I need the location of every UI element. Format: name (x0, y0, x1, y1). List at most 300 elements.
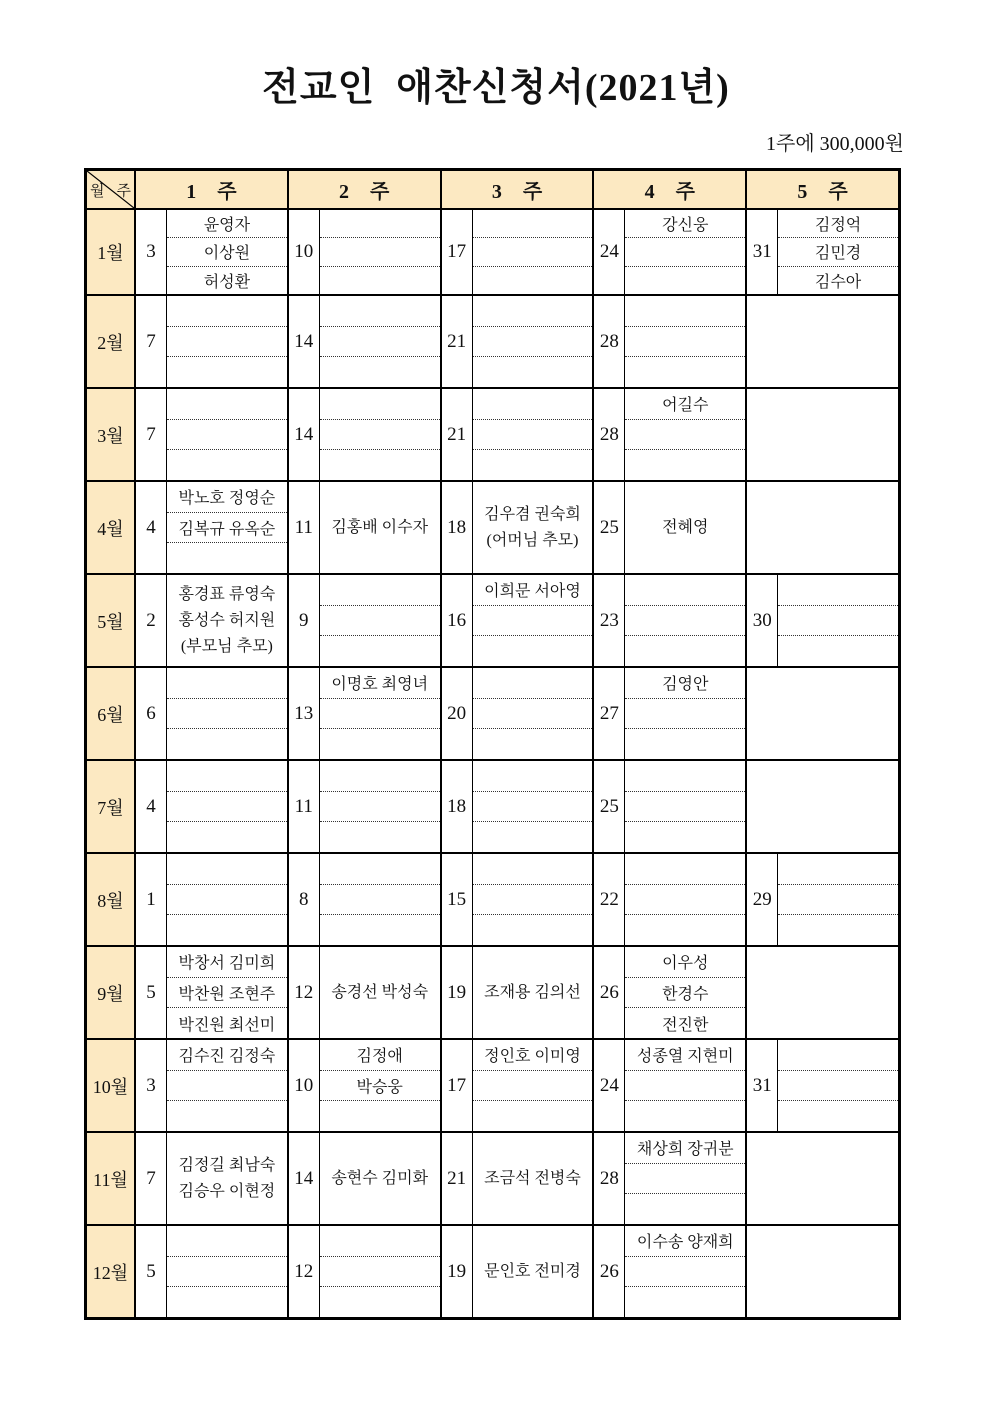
week-cell (287, 854, 440, 945)
name-slot (167, 449, 287, 480)
name-slot: 성종열 지현미 (636, 1048, 734, 1066)
names-area (778, 854, 898, 945)
name-slot (473, 728, 593, 759)
name-slot: 이상원 (167, 237, 287, 265)
names-area (473, 668, 593, 759)
name-slot (473, 266, 593, 294)
week-cell (134, 1133, 287, 1224)
week-header-4: 4 주 (592, 171, 745, 208)
names-area (167, 575, 287, 666)
name-slot: 김정애 (356, 1048, 403, 1066)
page-title: 전교인 애찬신청서(2021년) (262, 67, 730, 109)
name-slot: 전진한 (625, 1007, 745, 1038)
month-label: 2월 (87, 296, 134, 387)
date-number: 16 (442, 575, 473, 666)
name-slot (625, 1286, 745, 1317)
name-slot (473, 1070, 593, 1101)
week-cell (745, 389, 898, 480)
name-slot: 김민경 (778, 237, 898, 265)
date-number: 17 (442, 1040, 473, 1131)
date-number: 7 (136, 296, 167, 387)
month-row (87, 666, 898, 759)
name-slot (473, 210, 593, 237)
month-label: 5월 (87, 575, 134, 666)
name-slot (625, 698, 745, 729)
name-slot (625, 791, 745, 822)
name-slot (167, 326, 287, 357)
week-cell (134, 389, 287, 480)
names-area (625, 575, 745, 666)
week-cell (440, 668, 593, 759)
name-slot (778, 1100, 898, 1131)
week-cell (745, 1226, 898, 1317)
name-slot (778, 1070, 898, 1101)
name-slot (473, 389, 593, 419)
name-slot (320, 449, 440, 480)
names-area (167, 854, 287, 945)
date-number: 28 (594, 1133, 625, 1224)
names-area (625, 947, 745, 1038)
week-cell (745, 854, 898, 945)
week-cell (134, 668, 287, 759)
names-area (320, 296, 440, 387)
name-slot (320, 635, 440, 666)
name-slot (625, 884, 745, 915)
week-cell (592, 668, 745, 759)
name-slot (778, 884, 898, 915)
name-line: (어머님 추모) (486, 531, 579, 549)
week-cell (134, 210, 287, 294)
month-row (87, 387, 898, 480)
name-slot (473, 884, 593, 915)
name-slot (473, 419, 593, 450)
name-slot (625, 1070, 745, 1101)
names-area (167, 482, 287, 573)
name-slot: 허성환 (167, 266, 287, 294)
name-slot (320, 1286, 440, 1317)
names-area (320, 947, 440, 1038)
name-slot (625, 326, 745, 357)
name-slot (625, 266, 745, 294)
month-row (87, 208, 898, 294)
name-slot (320, 698, 440, 729)
calendar-rows (87, 208, 898, 1317)
date-number: 22 (594, 854, 625, 945)
date-number: 26 (594, 1226, 625, 1317)
week-cell (592, 210, 745, 294)
name-slot (320, 389, 440, 419)
week-cell (134, 1226, 287, 1317)
week-cell (592, 1133, 745, 1224)
name-slot (473, 668, 593, 698)
header-row (87, 171, 898, 208)
week-cell (745, 761, 898, 852)
name-slot: 김정억 (814, 217, 862, 235)
corner-week-label: 주 (116, 183, 131, 199)
names-area (778, 575, 898, 666)
names-area (320, 761, 440, 852)
week-cell (745, 1133, 898, 1224)
name-slot: 윤영자 (203, 217, 251, 235)
name-slot (473, 698, 593, 729)
name-slot (167, 761, 287, 791)
week-cell (745, 1040, 898, 1131)
week-cell (287, 210, 440, 294)
name-line: 문인호 전미경 (484, 1262, 581, 1280)
week-cell (745, 947, 898, 1038)
date-number: 26 (594, 947, 625, 1038)
date-number: 19 (442, 947, 473, 1038)
names-area (473, 296, 593, 387)
date-number: 17 (442, 210, 473, 294)
names-area (473, 854, 593, 945)
name-line: 김정길 최남숙 (178, 1156, 276, 1174)
date-number: 28 (594, 389, 625, 480)
names-area (320, 389, 440, 480)
week-cell (592, 1226, 745, 1317)
name-slot (625, 728, 745, 759)
week-cell (745, 482, 898, 573)
date-number: 10 (289, 1040, 320, 1131)
week-cell (287, 761, 440, 852)
name-slot (473, 449, 593, 480)
name-slot: 김수진 김정숙 (178, 1048, 276, 1066)
names-area (167, 389, 287, 480)
week-cell (134, 854, 287, 945)
date-number: 9 (289, 575, 320, 666)
date-number: 13 (289, 668, 320, 759)
name-slot (167, 389, 287, 419)
corner-cell (87, 171, 134, 208)
name-line: 전혜영 (662, 518, 709, 536)
name-slot (625, 605, 745, 636)
name-slot (625, 419, 745, 450)
name-slot: 박진원 최선미 (167, 1007, 287, 1038)
month-label: 10월 (87, 1040, 134, 1131)
month-label: 7월 (87, 761, 134, 852)
name-slot (320, 1226, 440, 1256)
week-cell (440, 1226, 593, 1317)
names-area (320, 482, 440, 573)
name-slot (473, 635, 593, 666)
names-area (473, 482, 593, 573)
week-cell (134, 575, 287, 666)
date-number: 12 (289, 1226, 320, 1317)
month-row (87, 1224, 898, 1317)
name-slot (625, 635, 745, 666)
week-cell (592, 389, 745, 480)
week-cell (287, 482, 440, 573)
name-slot (167, 1256, 287, 1287)
date-number: 3 (136, 1040, 167, 1131)
week-cell (440, 296, 593, 387)
name-line: 홍성수 허지원 (178, 611, 276, 629)
name-slot (320, 575, 440, 605)
name-slot (320, 419, 440, 450)
name-slot (167, 791, 287, 822)
week-cell (745, 210, 898, 294)
name-slot (473, 605, 593, 636)
name-slot (625, 356, 745, 387)
date-number: 25 (594, 761, 625, 852)
date-number: 8 (289, 854, 320, 945)
week-cell (440, 761, 593, 852)
week-cell (134, 761, 287, 852)
week-cell (592, 575, 745, 666)
date-number: 18 (442, 761, 473, 852)
name-slot (473, 296, 593, 326)
names-area (473, 210, 593, 294)
week-cell (592, 854, 745, 945)
names-area (167, 947, 287, 1038)
week-header-3: 3 주 (440, 171, 593, 208)
name-slot: 이희문 서아영 (484, 583, 581, 601)
week-cell (592, 296, 745, 387)
name-slot (320, 914, 440, 945)
date-number: 19 (442, 1226, 473, 1317)
name-slot (625, 854, 745, 884)
week-cell (134, 947, 287, 1038)
names-area (625, 668, 745, 759)
name-slot: 박노호 정영순 (178, 490, 276, 508)
names-area (625, 761, 745, 852)
name-slot (167, 914, 287, 945)
names-area (625, 389, 745, 480)
name-slot: 한경수 (625, 977, 745, 1008)
date-number: 10 (289, 210, 320, 294)
month-row (87, 852, 898, 945)
name-slot: 김수아 (778, 266, 898, 294)
names-area (167, 761, 287, 852)
week-cell (440, 482, 593, 573)
date-number: 5 (136, 1226, 167, 1317)
week-cell (592, 947, 745, 1038)
name-line: 김승우 이현정 (178, 1182, 276, 1200)
names-area (625, 482, 745, 573)
name-slot: 김복규 유옥순 (167, 512, 287, 543)
name-slot: 박창서 김미희 (178, 955, 276, 973)
name-slot (167, 1100, 287, 1131)
names-area (625, 1226, 745, 1317)
name-slot (167, 296, 287, 326)
month-label: 4월 (87, 482, 134, 573)
name-slot: 정인호 이미영 (484, 1048, 581, 1066)
name-slot (625, 761, 745, 791)
names-area (473, 389, 593, 480)
week-cell (440, 1040, 593, 1131)
week-cell (745, 575, 898, 666)
name-slot (320, 884, 440, 915)
week-cell (134, 1040, 287, 1131)
name-slot (320, 326, 440, 357)
date-number: 14 (289, 389, 320, 480)
month-label: 3월 (87, 389, 134, 480)
name-line: 송현수 김미화 (331, 1169, 429, 1187)
date-number: 2 (136, 575, 167, 666)
week-cell (287, 668, 440, 759)
name-slot (320, 821, 440, 852)
name-slot (167, 542, 287, 573)
date-number: 25 (594, 482, 625, 573)
week-header-2: 2 주 (287, 171, 440, 208)
week-cell (440, 854, 593, 945)
name-slot (473, 237, 593, 265)
date-number: 7 (136, 1133, 167, 1224)
names-area (625, 1040, 745, 1131)
week-cell (134, 482, 287, 573)
names-area (473, 1133, 593, 1224)
month-row (87, 480, 898, 573)
names-area (320, 575, 440, 666)
date-number: 21 (442, 296, 473, 387)
week-header-1: 1 주 (134, 171, 287, 208)
week-cell (440, 575, 593, 666)
name-slot (625, 1193, 745, 1224)
name-slot (167, 356, 287, 387)
name-line: 조재용 김의선 (484, 983, 581, 1001)
name-slot (473, 326, 593, 357)
name-slot (778, 575, 898, 605)
name-slot: 박승웅 (320, 1070, 440, 1101)
names-area (625, 1133, 745, 1224)
date-number: 27 (594, 668, 625, 759)
date-number: 28 (594, 296, 625, 387)
week-cell (287, 575, 440, 666)
date-number: 23 (594, 575, 625, 666)
names-area (320, 1226, 440, 1317)
name-slot (320, 266, 440, 294)
month-label: 9월 (87, 947, 134, 1038)
names-area (320, 210, 440, 294)
names-area (320, 668, 440, 759)
date-number: 14 (289, 1133, 320, 1224)
date-number: 4 (136, 482, 167, 573)
names-area (473, 947, 593, 1038)
names-area (625, 854, 745, 945)
names-area (167, 668, 287, 759)
name-slot (320, 761, 440, 791)
week-cell (287, 1040, 440, 1131)
name-slot (778, 914, 898, 945)
date-number: 4 (136, 761, 167, 852)
name-line: 홍경표 류영숙 (178, 585, 276, 603)
month-row (87, 1131, 898, 1224)
week-cell (440, 210, 593, 294)
name-slot: 강신웅 (662, 217, 709, 235)
name-line: 조금석 전병숙 (484, 1169, 581, 1187)
date-number: 30 (747, 575, 778, 666)
name-slot (473, 854, 593, 884)
date-number: 21 (442, 1133, 473, 1224)
date-number: 7 (136, 389, 167, 480)
names-area (320, 1133, 440, 1224)
name-slot (167, 821, 287, 852)
week-cell (287, 296, 440, 387)
name-slot (625, 237, 745, 265)
name-slot (320, 237, 440, 265)
name-slot (473, 821, 593, 852)
week-cell (592, 482, 745, 573)
name-slot (167, 1070, 287, 1101)
month-row (87, 573, 898, 666)
name-slot: 채상희 장귀분 (636, 1141, 734, 1159)
name-slot (167, 1226, 287, 1256)
name-slot (167, 1286, 287, 1317)
name-slot (320, 605, 440, 636)
date-number: 21 (442, 389, 473, 480)
month-label: 6월 (87, 668, 134, 759)
names-area (473, 1040, 593, 1131)
date-number: 5 (136, 947, 167, 1038)
name-slot (320, 1256, 440, 1287)
names-area (320, 854, 440, 945)
week-cell (287, 1133, 440, 1224)
month-row (87, 1038, 898, 1131)
name-slot (625, 296, 745, 326)
week-cell (287, 1226, 440, 1317)
date-number: 14 (289, 296, 320, 387)
name-slot (625, 1100, 745, 1131)
month-label: 11월 (87, 1133, 134, 1224)
names-area (473, 1226, 593, 1317)
names-area (167, 1226, 287, 1317)
names-area (625, 296, 745, 387)
name-slot (167, 419, 287, 450)
name-slot (473, 761, 593, 791)
calendar-table (84, 168, 901, 1320)
name-slot (320, 356, 440, 387)
name-slot: 박찬원 조현주 (167, 977, 287, 1008)
name-slot: 어길수 (662, 397, 709, 415)
week-cell (440, 947, 593, 1038)
name-slot (625, 914, 745, 945)
name-slot (473, 914, 593, 945)
name-slot (625, 1163, 745, 1194)
name-slot (320, 210, 440, 237)
week-cell (440, 1133, 593, 1224)
name-slot (320, 728, 440, 759)
name-slot (167, 728, 287, 759)
name-slot (778, 635, 898, 666)
name-slot (320, 791, 440, 822)
name-slot: 이수송 양재희 (636, 1234, 734, 1252)
date-number: 31 (747, 210, 778, 294)
month-row (87, 294, 898, 387)
corner-month-label: 월 (90, 183, 105, 199)
month-label: 12월 (87, 1226, 134, 1317)
date-number: 12 (289, 947, 320, 1038)
date-number: 11 (289, 482, 320, 573)
names-area (778, 1040, 898, 1131)
name-slot (473, 1100, 593, 1131)
month-row (87, 759, 898, 852)
week-cell (745, 668, 898, 759)
name-slot: 김영안 (662, 676, 709, 694)
name-slot (473, 356, 593, 387)
name-line: 김홍배 이수자 (331, 518, 429, 536)
week-cell (745, 296, 898, 387)
name-slot (778, 1040, 898, 1070)
names-area (167, 1040, 287, 1131)
month-label: 1월 (87, 210, 134, 294)
name-slot (625, 1256, 745, 1287)
week-cell (440, 389, 593, 480)
week-cell (592, 761, 745, 852)
name-slot (778, 605, 898, 636)
name-slot (167, 854, 287, 884)
name-slot (625, 575, 745, 605)
name-slot (778, 854, 898, 884)
